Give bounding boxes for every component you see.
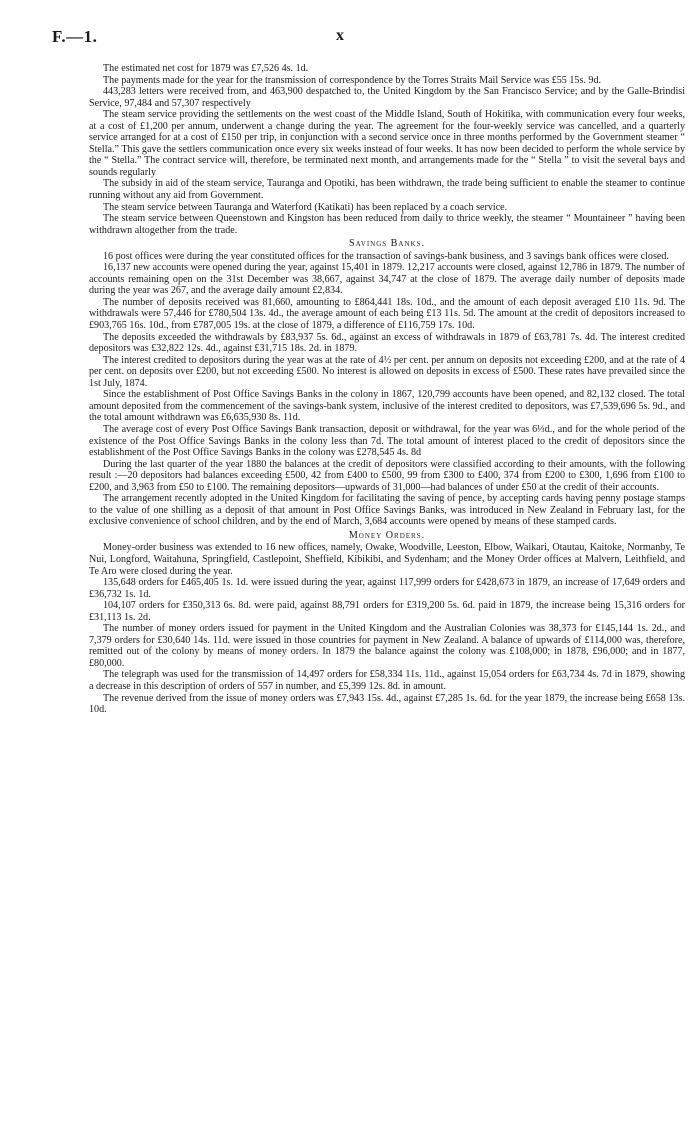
paragraph: The number of money orders issued for payment in the United Kingdom and the Australian Colonies was 38,373 for £145,144 1s. 2d., and 7,379 orders for £30,640 14s. 11d. were issued in those countries for payment in New Zealand. A balance of upwards of £114,000 was, therefore, remitted out of the colony by means of money orders. In 1879 the balance against the colony was £108,000; in 1878, £96,000; and in 1877, £80,000. <box>89 623 685 669</box>
paragraph: The estimated net cost for 1879 was £7,526 4s. 1d. <box>103 63 309 74</box>
paragraph: The arrangement recently adopted in the United Kingdom for facilitating the saving of pence, by accepting cards having penny postage stamps to the value of one shilling as a deposit of that amount in Post Office Savings Banks, was introduced in New Zealand in February last, for the exclusive convenience of school children, and by the end of March, 3,684 accounts were opened by means of these stamped cards. <box>89 493 685 528</box>
paragraph: 443,283 letters were received from, and 463,900 despatched to, the United Kingdom by the San Francisco Service; and by the Galle-Brindisi Service, 97,484 and 57,307 respectively <box>89 86 685 109</box>
section-heading-money-orders: Money Orders. <box>348 529 426 541</box>
paragraph: The steam service providing the settlements on the west coast of the Middle Island, South of Hokitika, with communication every four weeks, at a cost of £1,200 per annum, underwent a change during the year. The agreement for the four-weekly service was cancelled, and a quarterly service arranged for at a cost of £150 per trip, in conjunction with a second service once in three months performed by the Government steamer “ Stella.” This gave the settlers communication once every six weeks instead of four weeks. It has now been decided to perform the whole service by the “ Stella.” The contract service will, therefore, be terminated next month, and arrangements made for the “ Stella ” to visit the several bays and sounds regularly <box>89 109 685 178</box>
paragraph: Money-order business was extended to 16 new offices, namely, Owake, Woodville, Leeston, Elbow, Waikari, Otautau, Kaitoke, Normanby, Te Nui, Longford, Waitahuna, Springfield, Castlepoint, Sheffield, Kibikibi, and Sydenham; and the Money Order offices at Malvern, Leithfield, and Te Aro were closed during the year. <box>89 542 685 577</box>
paragraph: The steam service between Queenstown and Kingston has been reduced from daily to thrice weekly, the steamer “ Mountaineer ” having been withdrawn altogether from the trade. <box>89 213 685 236</box>
paragraph: The revenue derived from the issue of money orders was £7,943 15s. 4d., against £7,285 1s. 6d. for the year 1879, the increase being £658 13s. 10d. <box>89 692 685 716</box>
paragraph: During the last quarter of the year 1880 the balances at the credit of depositors were classified according to their amounts, with the following result :—20 depositors had balances exceeding £500, 42 from £400 to £500, 99 from £300 to £400, 374 from £200 to £300, 1,696 from £100 to £200, and 3,963 from £50 to £100. The remaining depositors—upwards of 31,000—had balances of under £50 at the credit of their accounts. <box>89 458 685 493</box>
page-reference: F.—1. <box>52 27 98 46</box>
page-number: x <box>336 27 344 44</box>
paragraph: 135,648 orders for £465,405 1s. 1d. were issued during the year, against 117,999 orders for £428,673 in 1879, an increase of 17,649 orders and £36,732 1s. 1d. <box>89 577 685 600</box>
document-body <box>89 63 685 716</box>
paragraph: Since the establishment of Post Office Savings Banks in the colony in 1867, 120,799 accounts have been opened, and 82,132 closed. The total amount deposited from the commencement of the savings-bank system, inclusive of the interest credited to depositors, was £7,539,696 5s. 9d., and the total amount withdrawn was £6,635,930 8s. 11d. <box>89 389 685 424</box>
paragraph: The subsidy in aid of the steam service, Tauranga and Opotiki, has been withdrawn, the trade being sufficient to enable the steamer to continue running without any aid from Government. <box>89 178 685 202</box>
paragraph: 104,107 orders for £350,313 6s. 8d. were paid, against 88,791 orders for £319,200 5s. 6d. paid in 1879, the increase being 15,316 orders for £31,113 1s. 2d. <box>89 600 685 623</box>
paragraph: 16,137 new accounts were opened during the year, against 15,401 in 1879. 12,217 accounts were closed, against 12,786 in 1879. The number of accounts remaining open on the 31st December was 38,667, against 34,747 at the close of 1879. The average daily number of deposits made during the year was 267, and the average daily amount £2,834. <box>89 262 685 297</box>
paragraph: The payments made for the year for the transmission of correspondence by the Torres Straits Mail Service was £55 15s. 9d. <box>103 74 602 86</box>
paragraph: 16 post offices were during the year constituted offices for the transaction of savings-bank business, and 3 savings bank offices were closed. <box>103 250 669 262</box>
section-heading-savings-banks: Savings Banks. <box>349 238 425 250</box>
paragraph: The number of deposits received was 81,660, amounting to £864,441 18s. 10d., and the amount of each deposit averaged £10 11s. 9d. The withdrawals were 57,446 for £780,504 13s. 4d., the average amount of each being £13 11s. 5d. The amount at the credit of depositors increased to £903,765 16s. 10d., from £787,005 19s. at the close of 1879, a difference of £116,759 17s. 10d. <box>89 296 685 332</box>
paragraph: The deposits exceeded the withdrawals by £83,937 5s. 6d., against an excess of withdrawals in 1879 of £63,781 7s. 4d. The interest credited depositors was £32,822 12s. 4d., against £31,715 18s. 2d. in 1879. <box>89 331 685 355</box>
paragraph: The steam service between Tauranga and Waterford (Katikati) has been replaced by a coach service. <box>103 201 508 213</box>
paragraph: The average cost of every Post Office Savings Bank transaction, deposit or withdrawal, for the year was 6⅓d., and for the whole period of the existence of the Post Office Savings Banks in the colony less than 7d. The total amount of interest placed to the credit of depositors since the establishment of the Post Office Savings Banks in the colony was £278,545 4s. 8d <box>89 423 685 459</box>
paragraph: The telegraph was used for the transmission of 14,497 orders for £58,334 11s. 11d., against 15,054 orders for £63,734 4s. 7d in 1879, showing a decrease in this description of orders of 557 in number, and £5,399 12s. 8d. in amount. <box>89 669 685 692</box>
paragraph: The interest credited to depositors during the year was at the rate of 4½ per cent. per annum on deposits not exceeding £200, and at the rate of 4 per cent. on deposits over £200, but not exceeding £500. No interest is allowed on deposits in excess of £500. These rates have prevailed since the 1st July, 1874. <box>89 354 685 389</box>
